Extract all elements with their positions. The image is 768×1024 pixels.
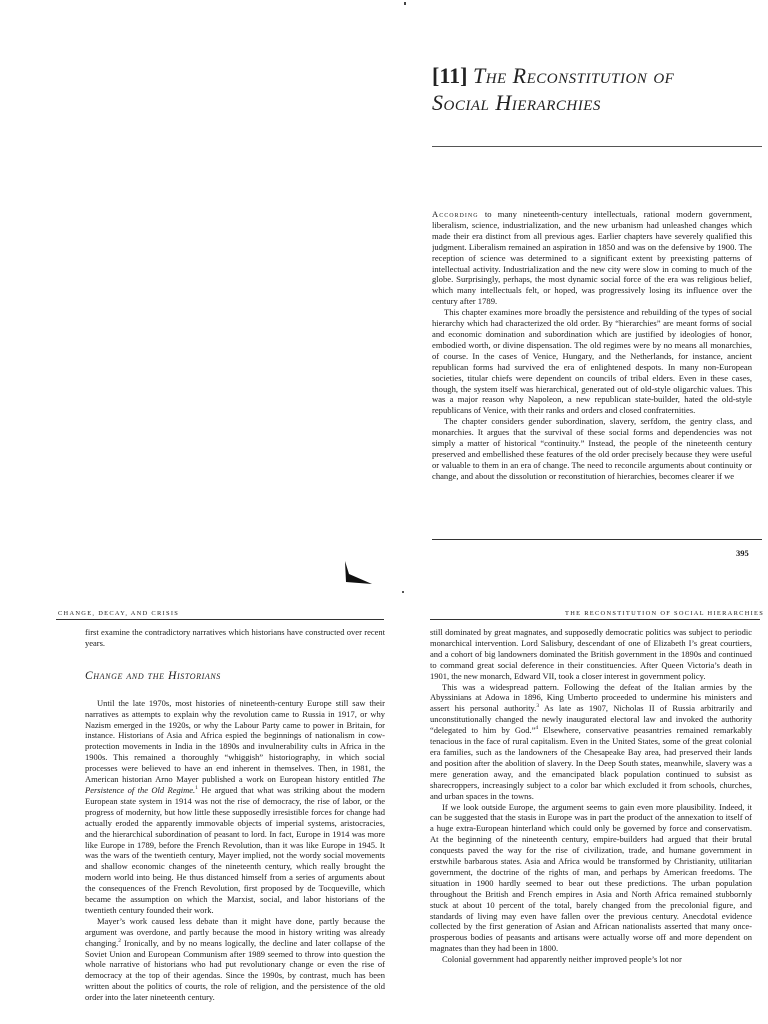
page-bottom-rule bbox=[432, 539, 762, 540]
chapter-number: [11] bbox=[432, 63, 468, 88]
paragraph bbox=[430, 682, 752, 802]
scan-speck bbox=[404, 2, 406, 5]
chapter-title-line1: The Reconstitution of bbox=[472, 63, 675, 88]
scan-speck bbox=[402, 591, 404, 593]
left-page-text bbox=[85, 627, 385, 1024]
paragraph-text: This was a widespread pattern. Following the defeat of the Italian armies by the Abyssinians at Adowa in 1896, King Umberto proceeded to undermine his ministers and assert his personal authority. bbox=[430, 681, 752, 714]
running-head-rule-left bbox=[56, 619, 384, 620]
lead-word: According bbox=[432, 209, 479, 219]
running-head-left: CHANGE, DECAY, AND CRISIS bbox=[58, 610, 180, 617]
chapter-opening-text bbox=[432, 209, 752, 536]
paragraph: If we look outside Europe, the argument seems to gain even more plausibility. Indeed, it can be suggested that the stasis in Europe was in part the product of the annexation to itself of a huge extra-European hinterland which could only be governed by force and conservatism. At the beginning of the nineteenth century, empire-builders had argued that their brutal conquests paved the way for the rise of civilization, trade, and humane government in erstwhile barbarous states. Asia and Africa would be transformed by Christianity, utilitarian government, the doctrine of the rights of man, and perhaps by American freedoms. The situation in 1900 hardly seemed to bear out these predictions. The urban population throughout the British and French empires in Asia and North Africa remained stubbornly stuck at about 10 percent of the total, barely changed from the precolonial figure, and standards of living may even have fallen over the previous century. Anecdotal evidence collected by the first generation of Asian and African nationalists asserted that many once-prosperous bodies of peasants and artisans were actually worse off and more dependent on magnates than they had been in 1800. bbox=[430, 801, 752, 954]
paragraph-text: to many nineteenth-century intellectuals, rational modern government, liberalism, science, industrialization, and the new urbanism had unleashed changes which made their era distinct from all previous ages. Earlier chapters have severely qualified this judgment. Liberalism remained an aspiration in 1850 and was on the defensive by 1900. The reception of science was determined to a significant extent by preexisting patterns of intellectual activity. Industrialization and the new city were slow in coming to much of the globe. Surprisingly, perhaps, the most dynamic social force of the era was religious belief, which many intellectuals felt, or hoped, was progressively losing its influence over the century after 1789. bbox=[432, 209, 752, 307]
page-number: 395 bbox=[736, 548, 749, 558]
paragraph-text: As late as 1907, Nicholas II of Russia arbitrarily and unconstitutionally changed the newly inaugurated electoral law and invoked the authority “delegated to him by God.” bbox=[430, 703, 752, 736]
footnote-marker: 4 bbox=[535, 725, 539, 732]
paragraph-text: Mayer’s work caused less debate than it might have done, partly because the argument was overdone, and partly because the mood in history writing was already changing. bbox=[85, 915, 385, 948]
paragraph-text: Ironically, and by no means logically, the decline and later collapse of the Soviet Union and European Communism after 1989 seemed to throw into question the whole narrative of historians who had put revolutionary change or even the rise of democracy at the top of their agendas. Since the 1990s, by contrast, much has been written about the politics of courts, the role of religion, and the persistence of the old order into the later nineteenth century. bbox=[85, 937, 385, 1003]
paragraph-text: He argued that what was striking about the modern European state system in 1914 was not the rise of democracy, the rise of labor, or the progress of modernity, but how little these supposedly irresistible forces for change had actually eroded the apparently immovable objects of imperial systems, aristocracies, and the hierarchical subordination of peasant to lord. In fact, Europe in 1914 was more like Europe in 1789, before the French Revolution, than it was like Europe in 1945. It was the wars of the twentieth century, Mayer implied, not the wordy social movements and shallow economic changes of the nineteenth century, which really brought the modern world into being. He thus distanced himself from a series of arguments about the consequences of the French Revolution, first proposed by de Tocqueville, which became the assumption on which the Marxist, social, and labor historians of the twentieth century founded their work. bbox=[85, 784, 385, 915]
paragraph: The chapter considers gender subordination, slavery, serfdom, the gentry class, and monarchies. It argues that the survival of these social forms and dependencies was not simply a matter of historical “continuity.” Instead, the people of the nineteenth century preserved and embellished these features of the old order precisely because they were useful or valuable to them in an era of change. The need to reconcile arguments about continuity or change, and about the dissolution or reconstitution of hierarchies, becomes clearer if we bbox=[432, 416, 752, 481]
paragraph: Colonial government had apparently neither improved people’s lot nor bbox=[442, 954, 682, 965]
footnote-marker: 3 bbox=[536, 703, 540, 710]
paragraph bbox=[85, 916, 385, 1003]
paragraph: This chapter examines more broadly the persistence and rebuilding of the types of social hierarchy which had characterized the old order. By “hierarchies” are meant forms of social and economic domination and subordination which are justified by ideologies of honor, embodied worth, or divine dispensation. The old regimes were by no means all monarchies, of course. In the cases of Venice, Hungary, and the Netherlands, for instance, ancient republican forms had survived the era of enlightened despots. In many non-European societies, titular chiefs were dependent on councils of tribal elders. Even in these cases, though, the system itself was hierarchical, generated out of old-style oligarchic values. This was a major reason why Napoleon, a new republican state-builder, hated the old-style republicans of Venice, with their ranks and orders and closed confraternities. bbox=[432, 307, 752, 416]
book-title: The Persistence of the Old Regime. bbox=[85, 774, 385, 795]
paragraph: still dominated by great magnates, and supposedly democratic politics was subject to periodic monarchical intervention. Lord Salisbury, descendant of one of Elizabeth I’s great courtiers, and a cohort of big landowners dominated the British government in the 1890s and continued to command great social deference in their constituencies. After Queen Victoria’s death in 1901, the new monarch, Edward VII, took a closer interest in government policy. bbox=[430, 627, 752, 681]
footnote-marker: 2 bbox=[118, 937, 122, 944]
paragraph bbox=[432, 209, 752, 307]
title-rule bbox=[432, 146, 762, 147]
footnote-marker: 1 bbox=[195, 785, 198, 792]
chapter-title bbox=[432, 62, 762, 116]
running-head-right: THE RECONSTITUTION OF SOCIAL HIERARCHIES bbox=[565, 610, 765, 617]
paragraph: first examine the contradictory narratives which historians have constructed over recent years. bbox=[85, 627, 385, 648]
paragraph-text: Until the late 1970s, most histories of nineteenth-century Europe still saw their narratives as attempts to explain why the revolution came to Russia in 1917, or why Nazism emerged in the 1920s, or why the Labour Party came to power in Britain, for instance. Historians of Asia and Africa espied the beginnings of nationalism in cow-protection movements in India in the 1890s and invulnerability cults in Africa in the 1900s. This remained a thoroughly “whiggish” historiography, in which social processes were believed to have an end inherent in themselves. Then, in 1981, the American historian Arno Mayer published a work on European history entitled bbox=[85, 697, 385, 785]
page-fold-shadow-icon bbox=[343, 560, 373, 586]
paragraph-text: Elsewhere, conservative peasantries remained remarkably tenacious in the face of rural capitalism. Even in the United States, some of the great colonial era families, such as the landowners of the Chesapeake Bay area, had preserved their lands and position after the abolition of slavery. In the Deep South states, meanwhile, slavery was a mere generation away, and the emancipated black population continued to subsist as sharecroppers, increasingly subject to a color bar which excluded it from schools, churches, and urban spaces in the towns. bbox=[430, 725, 752, 801]
right-page-text bbox=[430, 627, 752, 1024]
section-heading: Change and the Historians bbox=[85, 669, 221, 682]
chapter-title-line2: Social Hierarchies bbox=[432, 90, 601, 115]
paragraph bbox=[85, 698, 385, 916]
running-head-rule-right bbox=[430, 619, 760, 620]
